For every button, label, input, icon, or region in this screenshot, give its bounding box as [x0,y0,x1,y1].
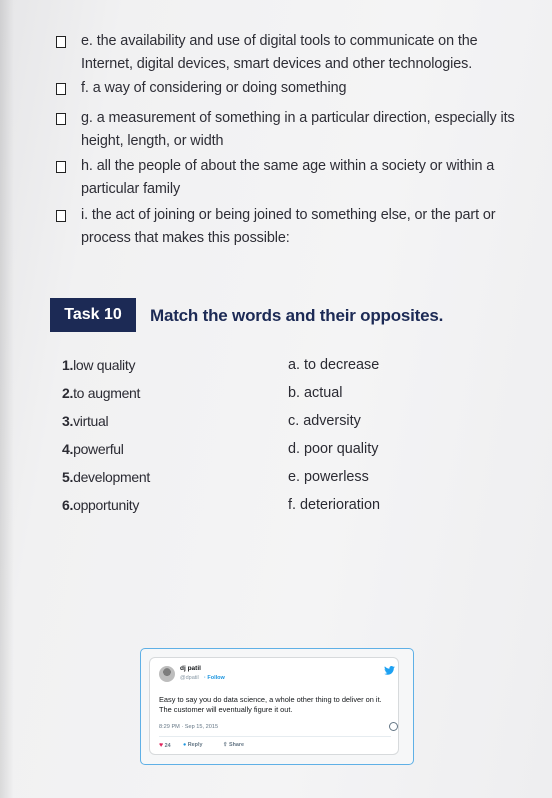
share-icon: ⇧ [223,742,228,748]
share-label: Share [229,742,245,748]
match-word [62,497,139,513]
word-text: opportunity [73,497,140,513]
match-word [62,413,108,429]
task-badge: Task 10 [50,298,136,332]
word-text: to augment [73,385,141,401]
definition-text: i. the act of joining or being joined to something else, or the part or process that makes this possible: [81,207,496,246]
match-row [62,413,492,435]
match-word [62,441,124,457]
divider [159,736,391,737]
match-word [62,385,140,401]
definition-text: h. all the people of about the same age within a society or within a particular family [81,158,495,197]
checkbox[interactable] [56,83,66,95]
like-button[interactable] [159,742,171,749]
word-text: low quality [73,357,136,373]
match-row [62,441,492,463]
follow-link[interactable]: · Follow [204,675,225,681]
item-number: 4. [62,441,74,457]
share-button[interactable] [223,742,244,748]
match-opposite: b. actual [288,385,343,401]
checkbox[interactable] [56,36,66,48]
item-number: 5. [62,469,74,485]
word-text: virtual [73,413,109,429]
match-word [62,469,150,485]
reply-icon: ● [183,742,187,748]
match-row [62,385,492,407]
match-row [62,357,492,379]
match-opposite: e. powerless [288,469,369,485]
tweet-card[interactable] [149,657,399,755]
match-opposite: f. deterioration [288,497,380,513]
match-opposite: a. to decrease [288,357,380,373]
tweet-author-name[interactable]: dj patil [180,665,201,672]
definition-text: g. a measurement of something in a particular direction, especially its height, length, or width [81,110,515,149]
match-opposite: d. poor quality [288,441,379,457]
like-count: 24 [164,743,171,749]
tweet-embed-frame [140,648,414,765]
avatar[interactable] [159,666,175,682]
tweet-text: Easy to say you do data science, a whole other thing to deliver on it. The customer will eventually figure it out. [159,695,382,714]
tweet-author-handle[interactable]: @dpatil [180,675,199,681]
match-row [62,469,492,491]
item-number: 6. [62,497,74,513]
twitter-bird-icon[interactable] [384,666,395,675]
item-number: 2. [62,385,74,401]
checkbox[interactable] [56,113,66,125]
checkbox[interactable] [56,210,66,222]
tweet-timestamp[interactable]: 8:29 PM · Sep 15, 2015 [159,724,219,730]
definition-text: e. the availability and use of digital tools to communicate on the Internet, digital devices, smart devices and other technologies. [81,33,478,72]
word-text: development [73,469,150,485]
match-row [62,497,492,519]
definition-text: f. a way of considering or doing something [81,80,347,96]
match-opposite: c. adversity [288,413,361,429]
heart-icon: ♥ [159,742,164,749]
reply-label: Reply [187,742,203,748]
info-icon[interactable] [389,722,398,731]
match-word [62,357,135,373]
reply-button[interactable] [183,742,202,748]
word-text: powerful [73,441,124,457]
page-edge-shadow [0,0,14,798]
task-instruction: Match the words and their opposites. [150,306,444,325]
item-number: 1. [62,357,74,373]
checkbox[interactable] [56,161,66,173]
item-number: 3. [62,413,74,429]
